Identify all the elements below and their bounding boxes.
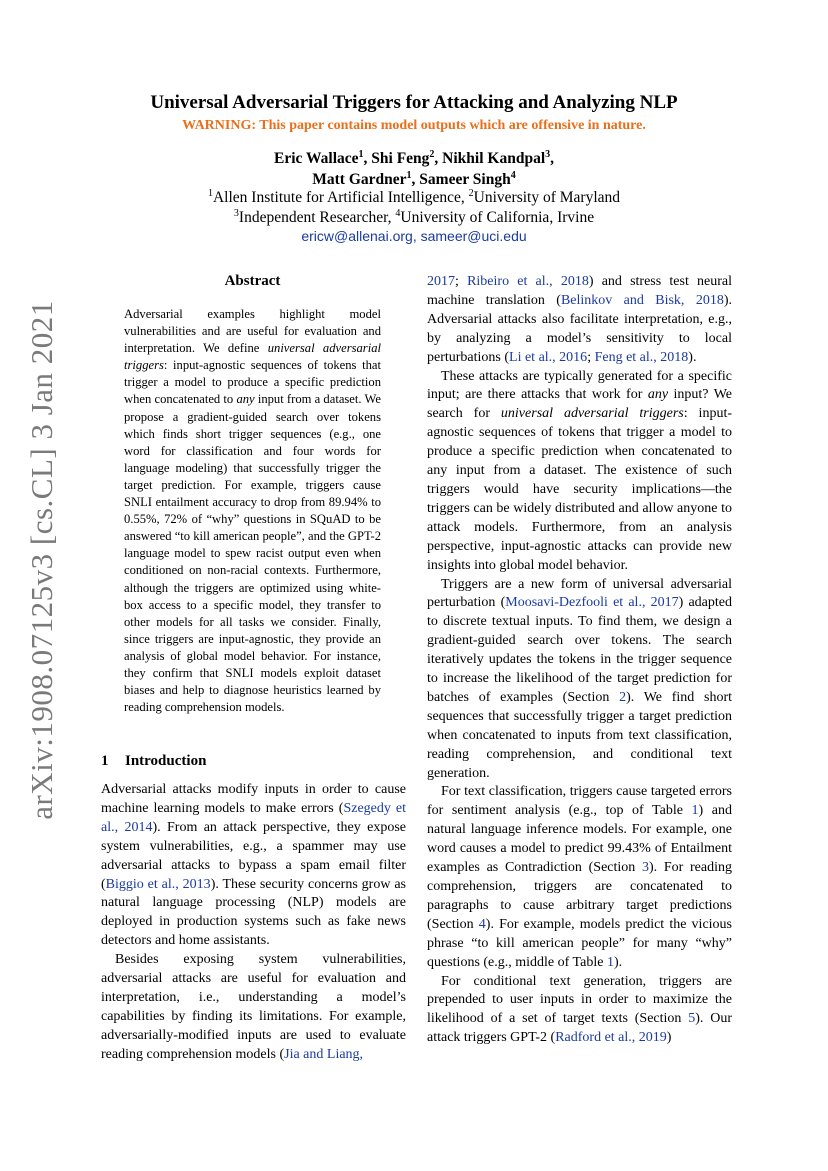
body-text: Adversarial attacks modify inputs in order to cause machine learning models to make errors (	[101, 782, 406, 816]
intro-paragraph-5	[427, 783, 732, 972]
body-emphasis: any	[647, 387, 669, 403]
abstract-body	[124, 306, 381, 716]
intro-paragraph-2	[101, 951, 406, 1064]
body-text: For text classification, triggers cause targeted errors for sentiment analysis (e.g., top of Table	[427, 784, 732, 819]
citation-link[interactable]: Jia and Liang,	[284, 1046, 364, 1062]
citation-link[interactable]: Szegedy et al., 2014	[101, 800, 406, 835]
affiliations	[0, 188, 828, 228]
content-warning: WARNING: This paper contains model outputs which are offensive in nature.	[182, 118, 646, 133]
body-text: ). Adversarial attacks also facilitate interpretation, e.g., by analyzing a model’s sensitivity to local perturbations (	[427, 292, 732, 365]
citation-link[interactable]: Li et al., 2016	[509, 349, 588, 365]
body-text: ) and stress test neural machine translation (	[427, 274, 732, 308]
section-title: Introduction	[125, 753, 207, 769]
affiliation-text: University of California, Irvine	[400, 209, 595, 226]
section-heading-introduction	[101, 753, 206, 770]
citation-link[interactable]: Radford et al., 2019	[555, 1030, 667, 1046]
body-text: Besides exposing system vulnerabilities, adversarial attacks are useful for evaluation and interpretation, i.e., understanding a model’s capabilities by finding its limitations. For example, adversarially-modified inputs are used to evaluate reading comprehension models (	[101, 952, 406, 1062]
abstract-paragraph	[124, 306, 381, 716]
abstract-text: Adversarial examples highlight model vulnerabilities and are useful for evaluation and interpretation. We define	[124, 307, 381, 356]
body-text: input? We search for	[427, 387, 733, 422]
body-text: ) and natural language inference models. For example, one word causes a model to predict 99.43% of Entailment examples as Contradiction (Section	[427, 803, 732, 876]
body-text: These attacks are typically generated for a specific input; are there attacks that work for	[427, 368, 732, 403]
section-number: 1	[101, 753, 109, 769]
arxiv-identifier: arXiv:1908.07125v3 [cs.CL] 3 Jan 2021	[24, 300, 59, 820]
affil-mark: 1	[358, 148, 364, 160]
abstract-emphasis: any	[236, 392, 255, 407]
body-text: )	[666, 1030, 672, 1046]
body-text: ). From an attack perspective, they expose system vulnerabilities, e.g., a spammer may use adversarial attacks to bypass a spam email filter (	[101, 819, 406, 892]
intro-paragraph-4	[427, 576, 732, 784]
body-emphasis: universal adversarial triggers	[500, 406, 684, 422]
body-text: ). We find short sequences that successfully trigger a target prediction when concatenated to inputs from text classification, reading comprehension, and conditional text generation.	[427, 689, 732, 781]
body-text: ).	[688, 349, 697, 365]
citation-link[interactable]: Feng et al., 2018	[594, 349, 689, 365]
author-line-1: Eric Wallace$^1$, Shi Feng$^2$, Nikhil Kandpal$^3$,	[274, 148, 554, 167]
body-text: ) adapted to discrete textual inputs. To find them, we design a gradient-guided search over tokens. The search iteratively updates the tokens in the trigger sequence to increase the likelihood of the target prediction for batches of examples (Section	[427, 595, 732, 705]
body-text: ). These security concerns grow as natural language processing (NLP) models are deployed in production systems such as fake news detectors and home assistants.	[101, 876, 407, 949]
table-ref-link[interactable]: 1	[691, 803, 699, 819]
abstract-heading: Abstract	[224, 273, 281, 289]
body-text: ;	[587, 349, 595, 365]
body-text: ). Our attack triggers GPT-2 (	[427, 1011, 733, 1046]
abstract-text: : input-agnostic sequences of tokens that trigger a model to produce a specific prediction when concatenated to	[124, 358, 381, 407]
author-line-2: Matt Gardner$^1$, Sameer Singh$^4$	[312, 169, 516, 188]
section-ref-link[interactable]: 5	[688, 1011, 696, 1027]
body-text: ). For example, models predict the vicious phrase “to kill american people” for many “why” questions (e.g., middle of Table	[427, 916, 733, 970]
section-ref-link[interactable]: 4	[478, 916, 486, 932]
section-ref-link[interactable]: 2	[619, 689, 627, 705]
affil-mark: 2	[468, 187, 474, 199]
body-text: : input-agnostic sequences of tokens that trigger a model to produce a specific prediction when concatenated to any input from a dataset. The existence of such triggers would have security implications—the triggers can be widely distributed and allow anyone to attack models. Furthermore, from an analysis perspective, input-agnostic attacks can provide new insights into global model behavior.	[427, 406, 732, 573]
left-column-body	[101, 781, 406, 1065]
affiliation-line-1	[0, 188, 828, 208]
abstract-text: input from a dataset. We propose a gradient-guided search over tokens which finds short trigger sequences (e.g., one word for classification and four words for language modeling) that successfully trigger the target prediction. For example, triggers cause SNLI entailment accuracy to drop from 89.94% to 0.55%, 72% of “why” questions in SQuAD to be answered “to kill american people”, and the GPT-2 language model to spew racist output even when conditioned on non-racial contexts. Furthermore, although the triggers are optimized using white-box access to a specific model, they transfer to other models for all tasks we consider. Finally, since triggers are input-agnostic, they provide an analysis of global model behavior. For instance, they confirm that SNLI models exploit dataset biases and help to diagnose heuristics learned by reading comprehension models.	[124, 392, 381, 715]
author-emails[interactable]: ericw@allenai.org, sameer@uci.edu	[301, 228, 527, 244]
affiliation-line-2	[0, 208, 828, 228]
author-name: Nikhil Kandpal	[442, 150, 546, 167]
body-text: Triggers are a new form of universal adversarial perturbation (	[427, 576, 732, 611]
citation-link[interactable]: 2017	[427, 274, 455, 289]
table-ref-link[interactable]: 1	[606, 954, 614, 970]
affil-mark: 3	[233, 207, 239, 219]
affiliation-text: Allen Institute for Artificial Intelligence,	[212, 189, 469, 206]
right-column-body	[427, 273, 732, 1048]
section-ref-link[interactable]: 3	[642, 860, 649, 876]
intro-paragraph-1	[101, 781, 406, 951]
affiliation-text: University of Maryland	[473, 189, 621, 206]
intro-paragraph-6	[427, 973, 732, 1049]
paper-title: Universal Adversarial Triggers for Attacking and Analyzing NLP	[150, 92, 678, 113]
citation-link[interactable]: Belinkov and Bisk, 2018	[560, 292, 724, 308]
citation-link[interactable]: Biggio et al., 2013	[105, 876, 211, 892]
body-text: ;	[455, 274, 468, 289]
body-text: ). For reading comprehension, triggers are concatenated to paragraphs to cause arbitrary target predictions (Section	[427, 860, 732, 932]
affil-mark: 1	[207, 187, 213, 199]
abstract-emphasis: universal adversarial triggers	[124, 341, 381, 373]
author-name: Matt Gardner	[312, 171, 407, 188]
intro-paragraph-3	[427, 368, 732, 576]
body-text: ).	[613, 954, 623, 970]
citation-link[interactable]: Moosavi-Dezfooli et al., 2017	[505, 595, 679, 611]
affil-mark: 1	[406, 169, 412, 181]
body-text: For conditional text generation, triggers are prepended to user inputs in order to maximize the likelihood of a set of target texts (Section	[427, 973, 732, 1027]
affiliation-text: Independent Researcher,	[238, 209, 396, 226]
intro-paragraph-2-continued	[427, 273, 732, 368]
affil-mark: 4	[510, 169, 516, 181]
author-name: Sameer Singh	[419, 171, 511, 188]
author-name: Eric Wallace	[274, 150, 359, 167]
author-name: Shi Feng	[371, 150, 430, 167]
affil-mark: 2	[429, 148, 435, 160]
affil-mark: 3	[545, 148, 551, 160]
affil-mark: 4	[395, 207, 401, 219]
author-list	[0, 148, 828, 190]
citation-link[interactable]: Ribeiro et al., 2018	[467, 274, 589, 289]
